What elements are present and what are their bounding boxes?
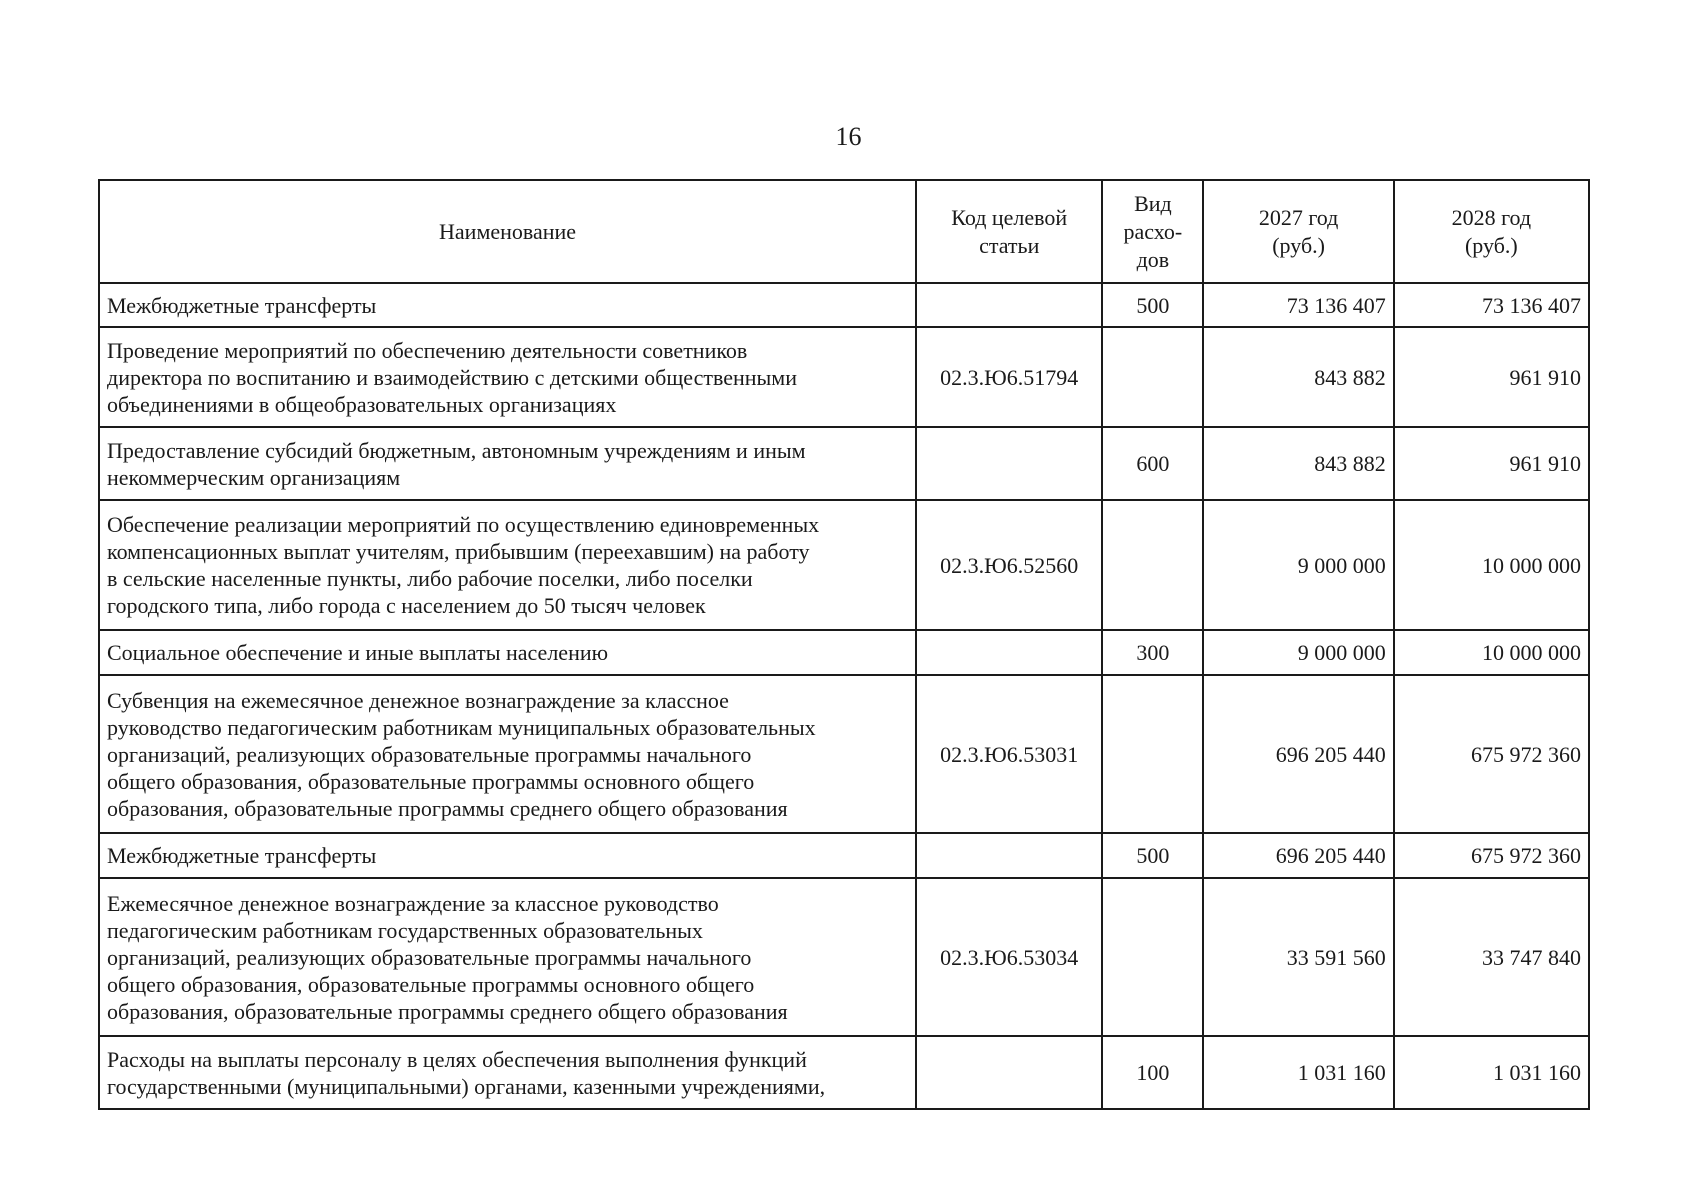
row-name-cell (99, 327, 916, 427)
table-row (99, 675, 1589, 833)
row-2028-cell: 33 747 840 (1394, 878, 1589, 1036)
table-row (99, 327, 1589, 427)
row-name-line: компенсационных выплат учителям, прибывшим (переехавшим) на работу (107, 539, 810, 564)
row-vid-cell (1102, 675, 1203, 833)
row-2028-cell: 961 910 (1394, 427, 1589, 500)
row-code-cell: 02.3.Ю6.53031 (916, 675, 1102, 833)
header-vid-line: Вид (1134, 190, 1172, 216)
header-vid-line: расхо- (1123, 218, 1183, 244)
table-row (99, 630, 1589, 675)
row-name-cell (99, 878, 916, 1036)
page-number: 16 (835, 122, 862, 151)
row-name-line: Предоставление субсидий бюджетным, автономным учреждениям и иным (107, 437, 806, 463)
row-code-cell: 02.3.Ю6.52560 (916, 500, 1102, 630)
row-name-line: организаций, реализующих образовательные программы начального (107, 741, 752, 767)
table-row (99, 427, 1589, 500)
row-2028-cell: 675 972 360 (1394, 675, 1589, 833)
row-vid-cell (1102, 500, 1203, 630)
row-2028-cell: 961 910 (1394, 327, 1589, 427)
row-2027-cell: 843 882 (1203, 427, 1393, 500)
row-2028-cell: 10 000 000 (1394, 500, 1589, 630)
row-vid-cell: 500 (1102, 283, 1203, 327)
row-name-line: Межбюджетные трансферты (107, 292, 377, 318)
row-code-cell (916, 427, 1102, 500)
header-name-label: Наименование (439, 218, 577, 244)
table-row (99, 500, 1589, 630)
row-vid-cell: 300 (1102, 630, 1203, 675)
row-name-line: некоммерческим организациям (107, 464, 401, 490)
table-header-row (99, 180, 1589, 283)
row-name-line: образования, образовательные программы среднего общего образования (107, 795, 788, 821)
row-2028-cell: 1 031 160 (1394, 1036, 1589, 1109)
row-name-line: руководство педагогическим работникам муниципальных образовательных (107, 714, 816, 740)
row-2027-cell: 1 031 160 (1203, 1036, 1393, 1109)
row-name-line: общего образования, образовательные программы основного общего (107, 768, 755, 794)
row-name-line: Ежемесячное денежное вознаграждение за классное руководство (107, 890, 719, 916)
row-vid-cell: 500 (1102, 833, 1203, 878)
row-2027-cell: 9 000 000 (1203, 630, 1393, 675)
row-code-cell (916, 283, 1102, 327)
row-name-line: Проведение мероприятий по обеспечению деятельности советников (107, 337, 748, 363)
header-vid-line: дов (1136, 246, 1170, 272)
row-2027-cell: 843 882 (1203, 327, 1393, 427)
row-name-line: Расходы на выплаты персоналу в целях обеспечения выполнения функций (107, 1046, 807, 1072)
row-name-cell (99, 500, 916, 630)
row-name-cell (99, 630, 916, 675)
header-code-line: Код целевой (951, 204, 1068, 230)
row-code-cell: 02.3.Ю6.53034 (916, 878, 1102, 1036)
table-row (99, 833, 1589, 878)
row-name-line: Межбюджетные трансферты (107, 843, 377, 868)
header-year-2027 (1203, 180, 1393, 283)
row-vid-cell: 100 (1102, 1036, 1203, 1109)
row-name-line: Социальное обеспечение и иные выплаты населению (107, 640, 609, 665)
row-name-cell (99, 427, 916, 500)
header-code (916, 180, 1102, 283)
row-2027-cell: 73 136 407 (1203, 283, 1393, 327)
row-code-cell (916, 630, 1102, 675)
row-code-cell (916, 833, 1102, 878)
row-2028-cell: 73 136 407 (1394, 283, 1589, 327)
row-name-line: в сельские населенные пункты, либо рабочие поселки, либо поселки (107, 566, 753, 591)
row-2028-cell: 10 000 000 (1394, 630, 1589, 675)
row-code-cell: 02.3.Ю6.51794 (916, 327, 1102, 427)
row-name-line: педагогическим работникам государственных образовательных (107, 917, 703, 943)
row-name-cell (99, 283, 916, 327)
row-name-line: директора по воспитанию и взаимодействию с детскими общественными (107, 364, 798, 390)
row-name-line: объединениями в общеобразовательных организациях (107, 391, 617, 417)
header-name (99, 180, 916, 283)
row-vid-cell (1102, 878, 1203, 1036)
header-year-line: 2028 год (1451, 204, 1532, 230)
header-code-line: статьи (979, 232, 1040, 258)
row-2027-cell: 696 205 440 (1203, 833, 1393, 878)
row-2027-cell: 9 000 000 (1203, 500, 1393, 630)
table-row (99, 1036, 1589, 1109)
row-name-line: образования, образовательные программы среднего общего образования (107, 998, 788, 1024)
row-code-cell (916, 1036, 1102, 1109)
row-2028-cell: 675 972 360 (1394, 833, 1589, 878)
row-name-cell (99, 1036, 916, 1109)
table-row (99, 878, 1589, 1036)
row-name-line: Субвенция на ежемесячное денежное вознаграждение за классное (107, 687, 729, 713)
row-2027-cell: 33 591 560 (1203, 878, 1393, 1036)
header-vid (1102, 180, 1203, 283)
row-name-line: Обеспечение реализации мероприятий по осуществлению единовременных (107, 512, 820, 537)
header-year-line: (руб.) (1272, 232, 1325, 258)
row-2027-cell: 696 205 440 (1203, 675, 1393, 833)
row-name-line: городского типа, либо города с населением до 50 тысяч человек (107, 593, 706, 618)
header-year-line: (руб.) (1464, 232, 1518, 258)
table-row (99, 283, 1589, 327)
row-vid-cell (1102, 327, 1203, 427)
row-name-cell (99, 675, 916, 833)
row-name-cell (99, 833, 916, 878)
row-name-line: организаций, реализующих образовательные программы начального (107, 944, 752, 970)
header-year-line: 2027 год (1258, 204, 1339, 230)
budget-table (98, 179, 1590, 1110)
header-year-2028 (1394, 180, 1589, 283)
row-name-line: государственными (муниципальными) органами, казенными учреждениями, (107, 1073, 826, 1099)
row-vid-cell: 600 (1102, 427, 1203, 500)
row-name-line: общего образования, образовательные программы основного общего (107, 971, 755, 997)
